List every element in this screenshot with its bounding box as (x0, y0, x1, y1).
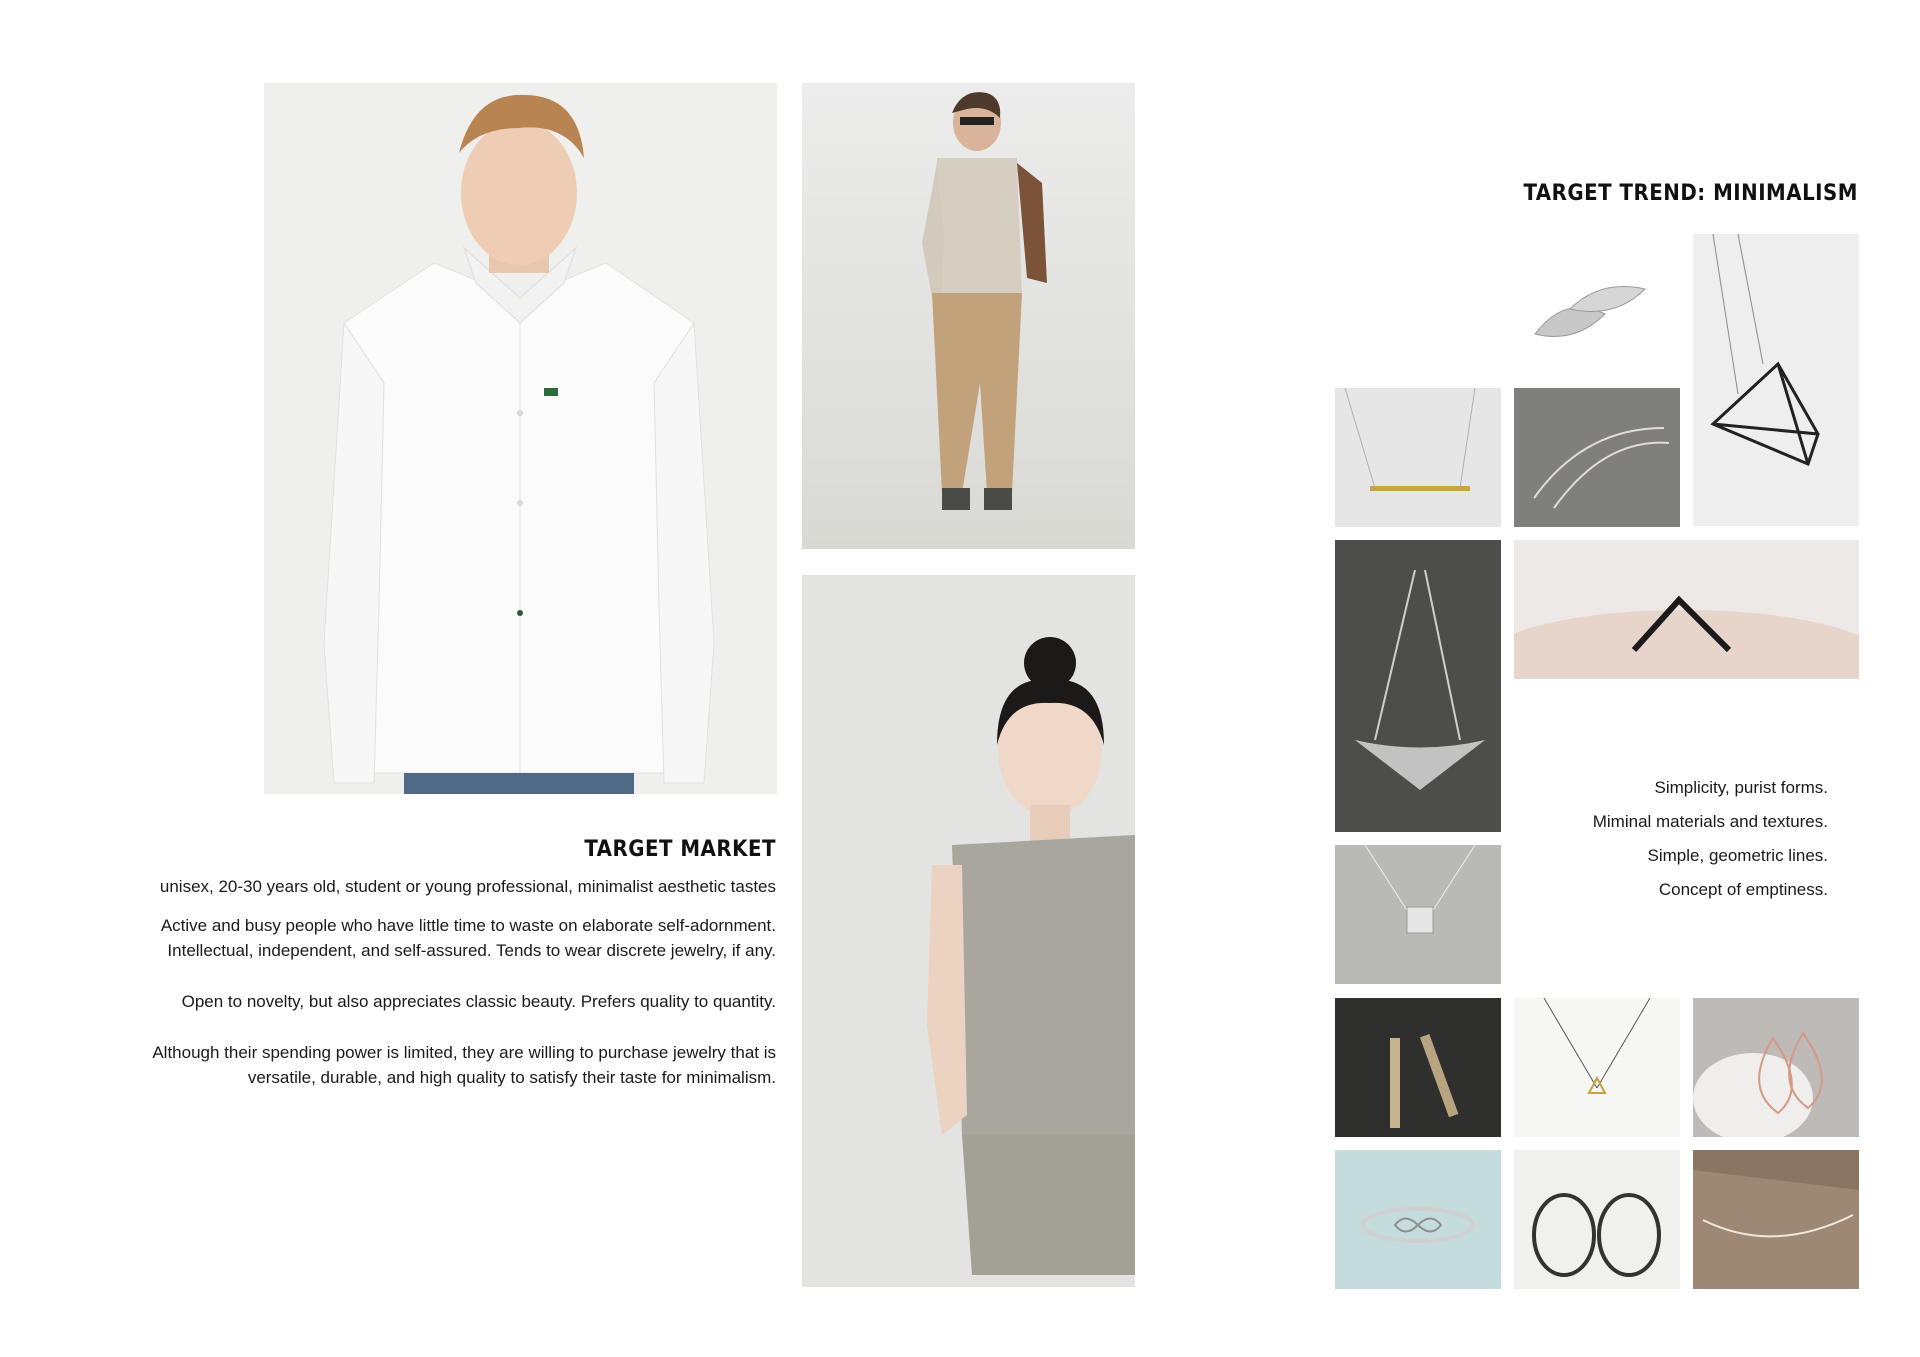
target-trend-heading: TARGET TREND: MINIMALISM (1523, 181, 1858, 206)
demographic-text: unisex, 20-30 years old, student or young professional, minimalist aesthetic tastes (159, 877, 776, 896)
photo-silver-v-necklace (1335, 540, 1501, 832)
trend-point: Simple, geometric lines. (1647, 846, 1828, 865)
para1-line1: Active and busy people who have little time to waste on elaborate self-adornment. (160, 916, 776, 935)
trend-points (1593, 771, 1828, 907)
target-market-heading: TARGET MARKET (584, 837, 776, 862)
trend-point: Simplicity, purist forms. (1654, 778, 1828, 797)
trend-point: Concept of emptiness. (1658, 880, 1828, 899)
photo-cube-pendant (1335, 845, 1501, 984)
para2-text: Open to novelty, but also appreciates classic beauty. Prefers quality to quantity. (181, 992, 776, 1011)
photo-infinity-ring (1335, 1150, 1501, 1289)
para1-line2: Intellectual, independent, and self-assured. Tends to wear discrete jewelry, if any. (167, 941, 776, 960)
target-market-description (152, 874, 776, 1090)
photo-arc-necklace-rock (1693, 1150, 1859, 1289)
photo-thread-earrings (1514, 388, 1680, 527)
photo-gold-bar-necklace (1335, 388, 1501, 527)
photo-bar-drop-earrings (1335, 998, 1501, 1137)
photo-teardrop-earrings (1693, 998, 1859, 1137)
photo-man-backpack (802, 83, 1135, 549)
photo-geometric-pendant (1693, 234, 1859, 526)
photo-man-white-shirt (264, 83, 777, 794)
photo-woman-grey-outfit (802, 575, 1135, 1287)
photo-triangle-necklace (1514, 998, 1680, 1137)
trend-point: Miminal materials and textures. (1592, 812, 1828, 831)
photo-oval-hoop-earrings (1514, 1150, 1680, 1289)
para3-line1: Although their spending power is limited, they are willing to purchase jewelry that is (152, 1043, 776, 1062)
para3-line2: versatile, durable, and high quality to satisfy their taste for minimalism. (247, 1068, 776, 1087)
photo-leaf-earrings (1515, 264, 1655, 354)
photo-chevron-ring (1514, 540, 1859, 679)
